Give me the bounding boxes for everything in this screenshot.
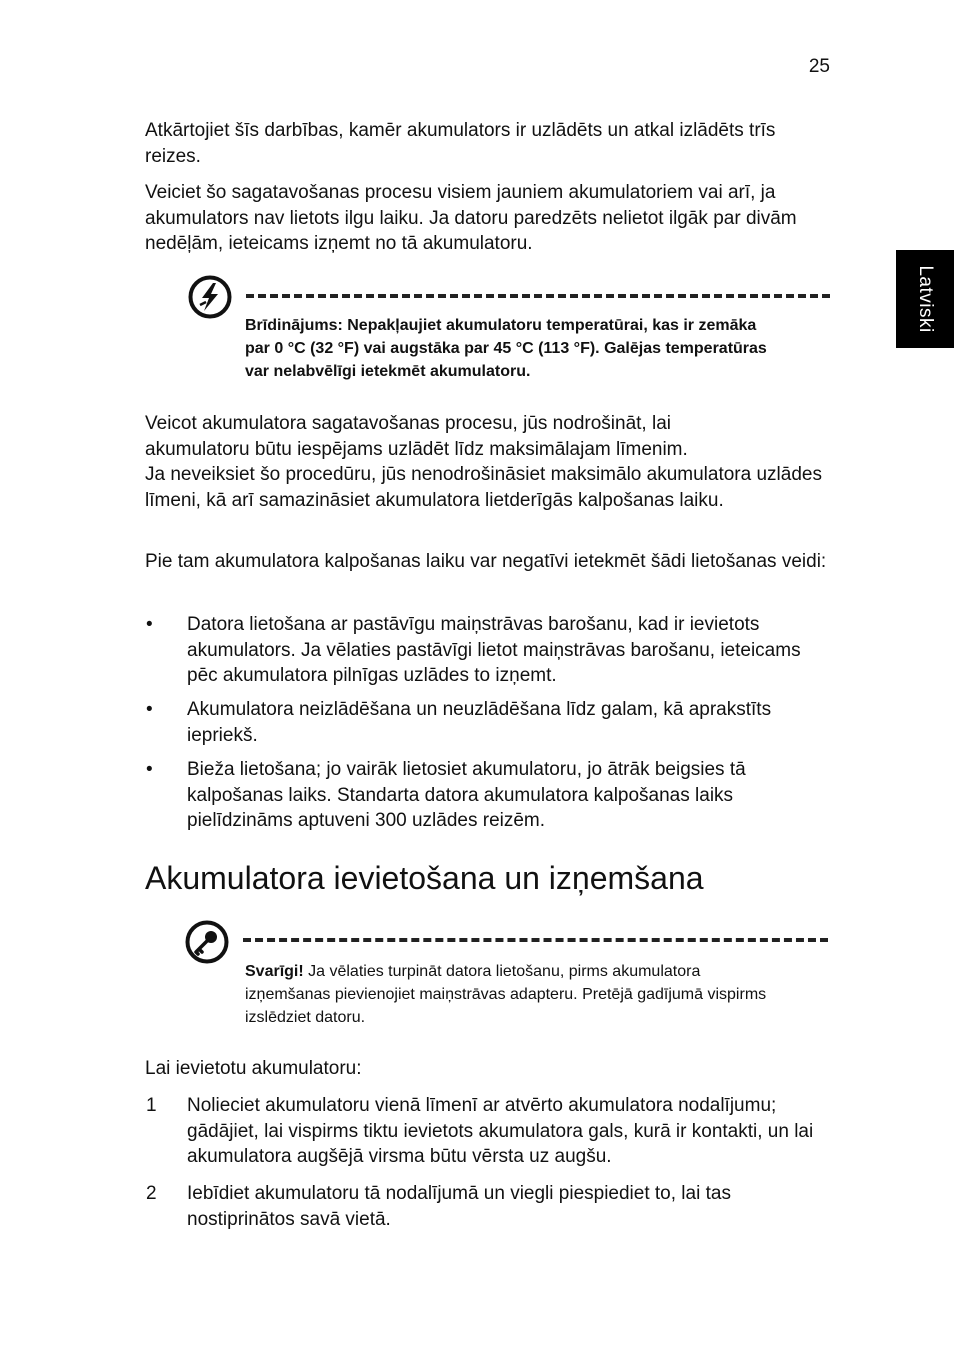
key-important-icon [185, 920, 229, 964]
page-number: 25 [808, 56, 830, 77]
important-label: Svarīgi! [245, 963, 304, 980]
important-divider [243, 938, 828, 942]
language-side-tab-label: Latviski [915, 265, 936, 333]
bullet-marker: • [146, 614, 153, 635]
body-paragraph-3: Veicot akumulatora sagatavošanas procesu, jūs nodrošināt, lai akumulatoru būtu iespējams uzlādēt līdz maksimālajam līmenim. [145, 413, 688, 460]
intro-paragraph-1: Atkārtojiet šīs darbības, kamēr akumulators ir uzlādēts un atkal izlādēts trīs reizes. [145, 120, 776, 167]
warning-divider [246, 294, 830, 298]
intro-paragraph-2: Veiciet šo sagatavošanas procesu visiem jauniem akumulatoriem vai arī, ja akumulators nav lietots ilgu laiku. Ja datoru paredzēts nelietot ilgāk par divām nedēļām, ieteicams izņemt no tā akumulatoru. [145, 182, 797, 254]
step-number: 2 [146, 1183, 157, 1204]
important-text: Ja vēlaties turpināt datora lietošanu, pirms akumulatora izņemšanas pievienojiet maiņstrāvas adapteru. Pretējā gadījumā vispirms izslēdziet datoru. [245, 963, 767, 1026]
bullet-item-1: Datora lietošana ar pastāvīgu maiņstrāvas barošanu, kad ir ievietots akumulators. Ja vēlaties pastāvīgi lietot maiņstrāvas barošanu, ieteicams pēc akumulatora pilnīgas uzlādes to izņemt. [187, 614, 801, 686]
steps-intro: Lai ievietotu akumulatoru: [145, 1058, 362, 1079]
important-note [245, 960, 785, 1029]
bullet-item-2: Akumulatora neizlādēšana un neuzlādēšana līdz galam, kā aprakstīts iepriekš. [187, 699, 772, 746]
step-1-text: Nolieciet akumulatoru vienā līmenī ar atvērto akumulatora nodalījumu; gādājiet, lai vispirms tiktu ievietots akumulatora gals, kurā ir kontakti, un lai akumulatora augšējā virsma būtu vērsta uz augšu. [187, 1095, 814, 1167]
language-side-tab [896, 250, 954, 348]
warning-text: Brīdinājums: Nepakļaujiet akumulatoru temperatūrai, kas ir zemāka par 0 °C (32 °F) vai augstāka par 45 °C (113 °F). Galējas temperatūras var nelabvēlīgi ietekmēt akumulatoru. [245, 317, 767, 380]
lightning-warning-icon [188, 275, 232, 319]
bullet-marker: • [146, 699, 153, 720]
body-paragraph-5: Pie tam akumulatora kalpošanas laiku var negatīvi ietekmēt šādi lietošanas veidi: [145, 551, 827, 572]
bullet-marker: • [146, 759, 153, 780]
step-2-text: Iebīdiet akumulatoru tā nodalījumā un viegli piespiediet to, lai tas nostiprinātos savā vietā. [187, 1183, 731, 1230]
step-number: 1 [146, 1095, 157, 1116]
bullet-item-3: Bieža lietošana; jo vairāk lietosiet akumulatoru, jo ātrāk beigsies tā kalpošanas laiks. Standarta datora akumulatora kalpošanas laiks pielīdzināms aptuveni 300 uzlādes reizēm. [187, 759, 746, 831]
body-paragraph-4: Ja neveiksiet šo procedūru, jūs nenodrošināsiet maksimālo akumulatora uzlādes līmeni, kā arī samazināsiet akumulatora lietderīgās kalpošanas laiku. [145, 464, 822, 511]
section-heading: Akumulatora ievietošana un izņemšana [145, 860, 704, 896]
